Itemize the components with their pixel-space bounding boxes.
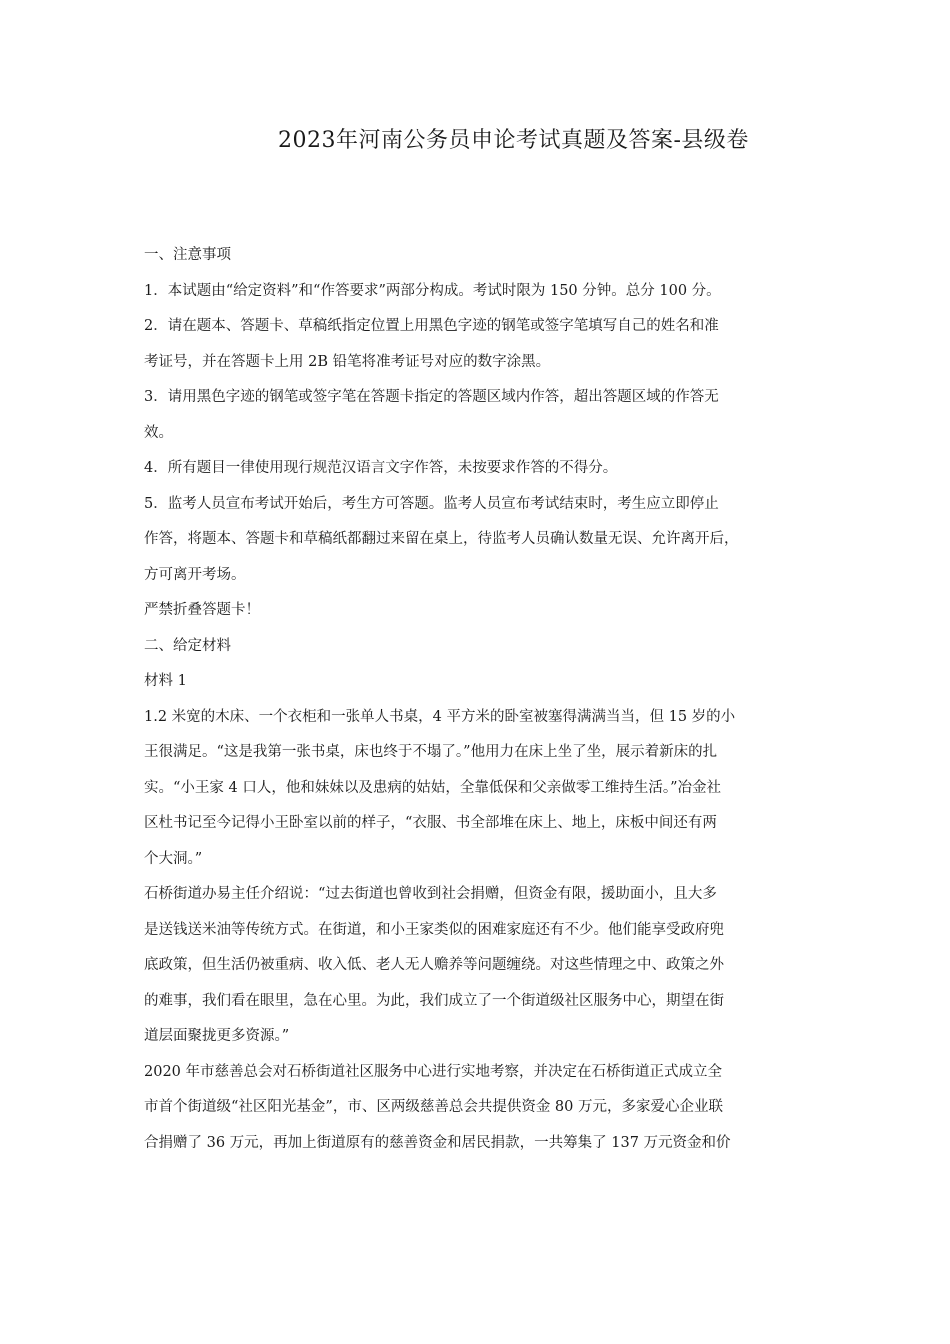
section-heading-notice: 一、注意事项 (144, 247, 231, 263)
material-heading: 材料 1 (144, 673, 187, 689)
material-paragraph-line: 底政策，但生活仍被重病、收入低、老人无人赡养等问题缠绕。对这些情理之中、政策之外 (144, 957, 724, 973)
material-paragraph-line: 实。“小王家 4 口人，他和妹妹以及患病的姑姑，全靠低保和父亲做零工维持生活。”冶金社 (144, 779, 722, 796)
notice-item-2-cont: 考证号，并在答题卡上用 2B 铅笔将准考证号对应的数字涂黑。 (144, 353, 551, 370)
material-paragraph-line: 石桥街道办易主任介绍说：“过去街道也曾收到社会捐赠，但资金有限，援助面小，且大多 (144, 886, 717, 902)
notice-item-1: 1．本试题由“给定资料”和“作答要求”两部分构成。考试时限为 150 分钟。总分 100 分。 (144, 282, 721, 299)
notice-item-3-cont: 效。 (144, 424, 173, 441)
material-paragraph-line: 的难事，我们看在眼里，急在心里。为此，我们成立了一个街道级社区服务中心，期望在街 (144, 992, 724, 1009)
notice-item-3: 3．请用黑色字迹的钢笔或签字笔在答题卡指定的答题区域内作答，超出答题区域的作答无 (144, 389, 719, 405)
notice-item-2: 2．请在题本、答题卡、草稿纸指定位置上用黑色字迹的钢笔或签字笔填写自己的姓名和准 (144, 318, 719, 334)
material-paragraph-line: 王很满足。“这是我第一张书桌，床也终于不塌了。”他用力在床上坐了坐，展示着新床的扎 (144, 744, 718, 760)
notice-item-5-cont: 作答，将题本、答题卡和草稿纸都翻过来留在桌上，待监考人员确认数量无误、允许离开后， (144, 531, 739, 547)
material-paragraph-line: 市首个街道级“社区阳光基金”，市、区两级慈善总会共提供资金 80 万元，多家爱心企业联 (144, 1099, 723, 1115)
material-paragraph-line: 2020 年市慈善总会对石桥街道社区服务中心进行实地考察，并决定在石桥街道正式成立全 (144, 1063, 723, 1080)
material-paragraph-line: 是送钱送米油等传统方式。在街道，和小王家类似的困难家庭还有不少。他们能享受政府兜 (144, 921, 724, 938)
notice-warning: 严禁折叠答题卡！ (144, 602, 260, 618)
material-paragraph-line: 道层面聚拢更多资源。” (144, 1028, 290, 1044)
material-paragraph-line: 区杜书记至今记得小王卧室以前的样子，“衣服、书全部堆在床上、地上，床板中间还有两 (144, 815, 717, 831)
material-paragraph-line: 合捐赠了 36 万元，再加上街道原有的慈善资金和居民捐款，一共筹集了 137 万元资金和价 (144, 1134, 731, 1151)
notice-item-4: 4．所有题目一律使用现行规范汉语言文字作答，未按要求作答的不得分。 (144, 460, 618, 476)
notice-item-5: 5．监考人员宣布考试开始后，考生方可答题。监考人员宣布考试结束时，考生应立即停止 (144, 495, 719, 512)
document-body (144, 238, 844, 1161)
document-title: 2023年河南公务员申论考试真题及答案-县级卷 (278, 128, 749, 153)
material-paragraph-line: 1.2 米宽的木床、一个衣柜和一张单人书桌，4 平方米的卧室被塞得满满当当，但 15 岁的小 (144, 708, 736, 725)
section-heading-materials: 二、给定材料 (144, 637, 231, 654)
material-paragraph-line: 个大洞。” (144, 850, 203, 867)
notice-item-5-cont: 方可离开考场。 (144, 566, 246, 583)
